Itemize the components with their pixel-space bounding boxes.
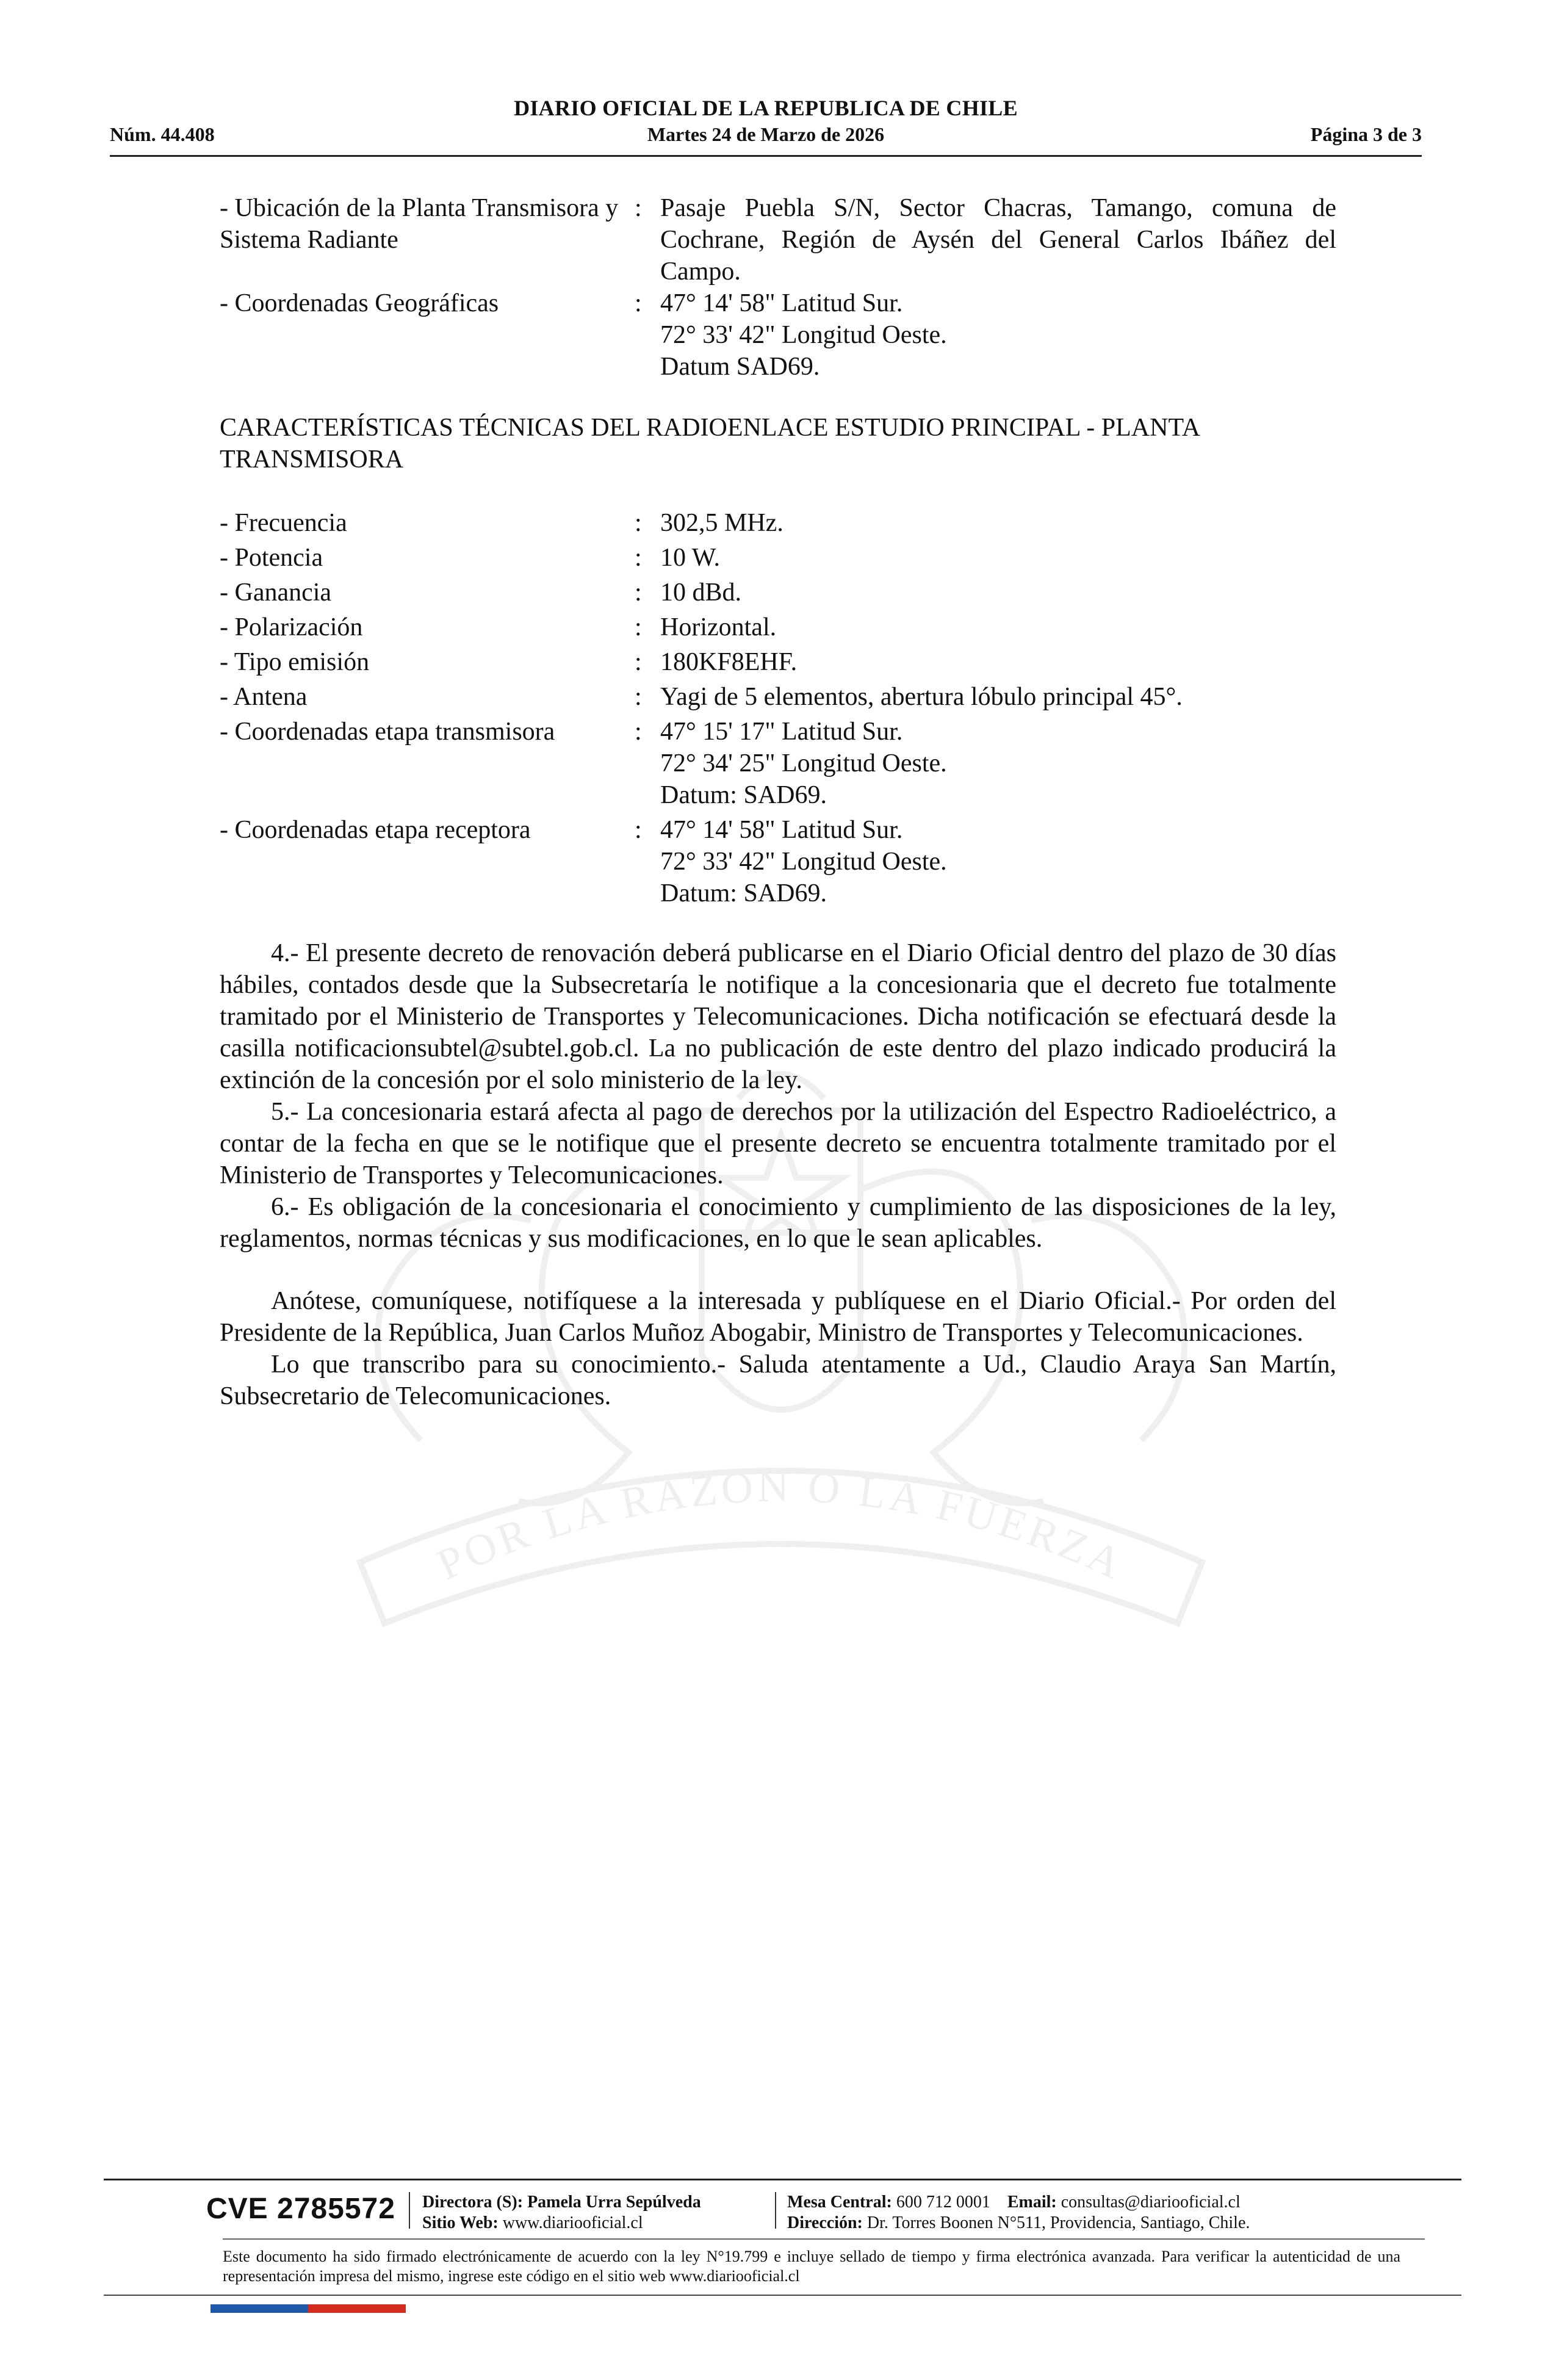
spec-value: Horizontal. (660, 613, 777, 641)
spec-row (220, 577, 1336, 608)
newspaper-title: DIARIO OFICIAL DE LA REPUBLICA DE CHILE (514, 96, 1018, 120)
spec-label: - Tipo emisión (220, 648, 370, 676)
director-name: Directora (S): Pamela Urra Sepúlveda (422, 2193, 701, 2212)
technical-specs (220, 507, 1336, 909)
spec-row (220, 646, 1336, 678)
spec-label: - Potencia (220, 544, 323, 572)
section-title: CARACTERÍSTICAS TÉCNICAS DEL RADIOENLACE ESTUDIO PRINCIPAL - PLANTA TRANSMISORA (220, 414, 1199, 474)
coordinates-value (660, 287, 1336, 383)
flag-color-bar (211, 2304, 406, 2313)
watermark-motto: POR LA RAZON O LA FUERZA (430, 1462, 1133, 1590)
latitude-line: 47° 15' 17" Latitud Sur. (660, 718, 903, 746)
datum-line: Datum: SAD69. (660, 879, 827, 907)
website-label: Sitio Web: (422, 2213, 499, 2232)
longitude-line: 72° 34' 25" Longitud Oeste. (660, 749, 947, 777)
address-label: Dirección: (787, 2213, 863, 2232)
latitude-line: 47° 14' 58" Latitud Sur. (660, 816, 903, 844)
email-label: Email: (1007, 2193, 1057, 2212)
contact-block (787, 2192, 1250, 2234)
footer-separator (409, 2192, 410, 2229)
separator-colon: : (635, 683, 642, 711)
datum-line: Datum: SAD69. (660, 781, 827, 809)
spec-value: 302,5 MHz. (660, 509, 783, 537)
location-value: Pasaje Puebla S/N, Sector Chacras, Tamango, comuna de Cochrane, Región de Aysén del General Carlos Ibáñez del Campo. (660, 194, 1336, 286)
coordinates-label: - Coordenadas Geográficas (220, 289, 499, 317)
spec-row (220, 681, 1336, 713)
decree-articles (220, 937, 1336, 1412)
latitude-line: 47° 14' 58" Latitud Sur. (660, 289, 903, 317)
spec-value: Yagi de 5 elementos, abertura lóbulo principal 45°. (660, 683, 1183, 711)
footer-divider (223, 2238, 1425, 2240)
flag-blue-segment (211, 2304, 308, 2313)
spec-label: - Ganancia (220, 579, 332, 607)
spec-row (220, 542, 1336, 574)
spec-label: - Frecuencia (220, 509, 347, 537)
issue-date: Martes 24 de Marzo de 2026 (647, 123, 885, 145)
cve-code: CVE 2785572 (206, 2193, 395, 2225)
footer-separator (775, 2192, 776, 2229)
website-line (422, 2213, 701, 2234)
separator-colon: : (635, 648, 642, 676)
separator-colon: : (635, 544, 642, 572)
spec-value: 10 W. (660, 544, 721, 572)
longitude-line: 72° 33' 42" Longitud Oeste. (660, 848, 947, 876)
spec-value (660, 716, 1336, 811)
page-footer (104, 2179, 1461, 2337)
footer-divider (104, 2179, 1461, 2180)
spec-row (220, 507, 1336, 539)
flag-red-segment (308, 2304, 406, 2313)
director-block (422, 2192, 701, 2234)
page-header (110, 92, 1422, 159)
closing-paragraph: Anótese, comuníquese, notifíquese a la interesada y publíquese en el Diario Oficial.- Por orden del Presidente de la República, Juan Carlos Muñoz Abogabir, Ministro de Transportes y Telecomunicaciones. (220, 1287, 1336, 1347)
spec-label: - Polarización (220, 613, 363, 641)
separator-colon: : (635, 816, 642, 844)
spec-row (220, 611, 1336, 643)
separator-colon: : (635, 194, 642, 222)
separator-colon: : (635, 289, 642, 317)
separator-colon: : (635, 613, 642, 641)
datum-line: Datum SAD69. (660, 353, 820, 381)
document-body (220, 192, 1336, 1412)
website-link[interactable]: www.diariooficial.cl (502, 2213, 643, 2232)
article-paragraph: 6.- Es obligación de la concesionaria el conocimiento y cumplimiento de las disposiciones de la ley, reglamentos, normas técnicas y sus modificaciones, en lo que le sean aplicables. (220, 1193, 1336, 1253)
spec-row (220, 716, 1336, 811)
separator-colon: : (635, 509, 642, 537)
issue-number: Núm. 44.408 (110, 123, 215, 145)
spec-value: 10 dBd. (660, 579, 742, 607)
address-line (787, 2213, 1250, 2234)
spec-label: - Coordenadas etapa receptora (220, 816, 531, 844)
location-section (220, 192, 1336, 383)
contact-line (787, 2192, 1250, 2213)
separator-colon: : (635, 718, 642, 746)
phone-value: 600 712 0001 (896, 2193, 990, 2212)
longitude-line: 72° 33' 42" Longitud Oeste. (660, 321, 947, 349)
article-paragraph: 4.- El presente decreto de renovación deberá publicarse en el Diario Oficial dentro del plazo de 30 días hábiles, contados desde que la Subsecretaría le notifique a la concesionaria que el decreto fue totalmente tramitado por el Ministerio de Transportes y Telecomunicaciones. Dicha notificación se efectuará desde la casilla notificacionsubtel@subtel.gob.cl. La no publicación de este dentro del plazo indicado producirá la extinción de la concesión por el solo ministerio de la ley. (220, 939, 1336, 1094)
svg-text:POR LA RAZON O LA FUERZA (430, 1462, 1132, 1590)
header-divider (110, 155, 1422, 157)
spec-row (220, 814, 1336, 909)
location-label: - Ubicación de la Planta Transmisora y Sistema Radiante (220, 194, 619, 254)
spec-label: - Antena (220, 683, 308, 711)
footer-divider (104, 2295, 1461, 2296)
closing-paragraph: Lo que transcribo para su conocimiento.- Saluda atentamente a Ud., Claudio Araya San Martín, Subsecretario de Telecomunicaciones. (220, 1350, 1336, 1410)
page-indicator: Página 3 de 3 (1310, 123, 1422, 145)
spec-value: 180KF8EHF. (660, 648, 798, 676)
phone-label: Mesa Central: (787, 2193, 892, 2212)
email-link[interactable]: consultas@diariooficial.cl (1061, 2193, 1241, 2212)
coordinates-row (220, 287, 1336, 383)
location-row (220, 192, 1336, 287)
legal-notice: Este documento ha sido firmado electrónicamente de acuerdo con la ley N°19.799 e incluye sellado de tiempo y firma electrónica avanzada. Para verificar la autenticidad de una representación impresa del mismo, ingrese este código en el sitio web www.diariooficial.cl (223, 2248, 1400, 2285)
spec-value (660, 814, 1336, 909)
spec-label: - Coordenadas etapa transmisora (220, 718, 555, 746)
address-value: Dr. Torres Boonen N°511, Providencia, Santiago, Chile. (866, 2213, 1250, 2232)
article-paragraph: 5.- La concesionaria estará afecta al pago de derechos por la utilización del Espectro Radioeléctrico, a contar de la fecha en que se le notifique que el presente decreto se encuentra totalmente tramitado por el Ministerio de Transportes y Telecomunicaciones. (220, 1098, 1336, 1189)
separator-colon: : (635, 579, 642, 607)
